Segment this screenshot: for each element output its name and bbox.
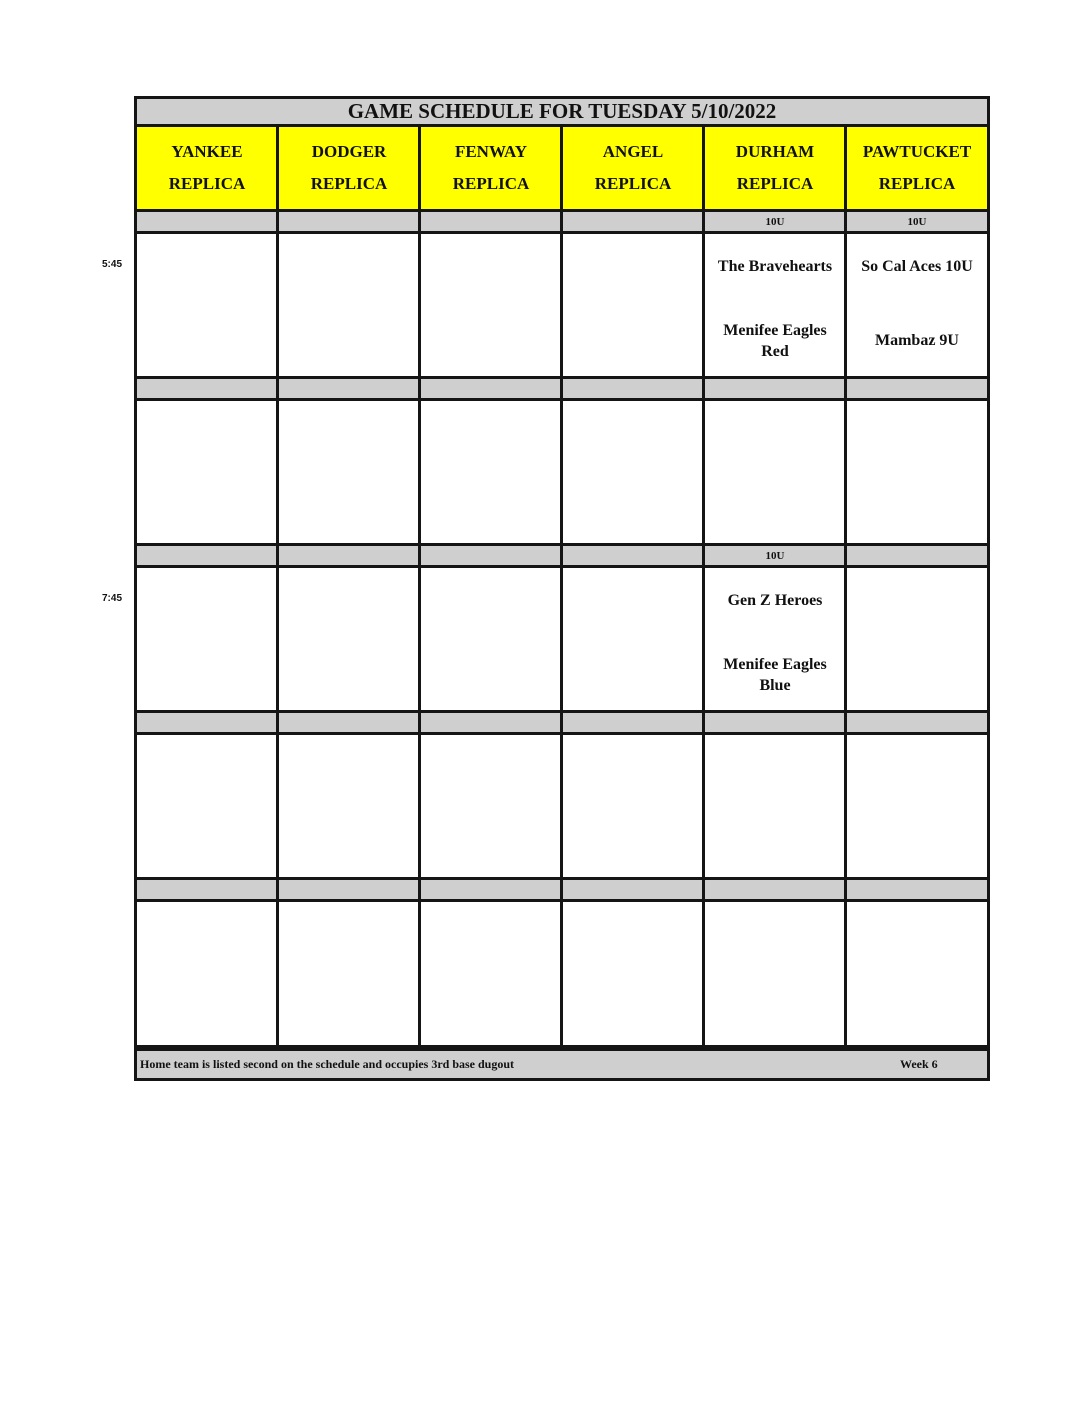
week-label: Week 6 [900, 1057, 938, 1071]
game-cell [702, 732, 848, 881]
field-name: ANGEL [602, 142, 664, 161]
time-label: 5:45 [102, 259, 123, 270]
home-team: Menifee Eagles Red [723, 322, 827, 360]
field-sub: REPLICA [878, 174, 956, 193]
schedule-title: GAME SCHEDULE FOR TUESDAY 5/10/2022 [134, 96, 990, 127]
game-cell [134, 899, 280, 1048]
game-cell [276, 565, 422, 714]
game-cell [418, 565, 564, 714]
field-sub: REPLICA [452, 174, 530, 193]
field-sub: REPLICA [594, 174, 672, 193]
game-cell [702, 565, 848, 714]
game-cell [844, 565, 990, 714]
schedule-sheet [134, 96, 990, 1081]
division-cell: 10U [702, 543, 848, 568]
game-cell [560, 398, 706, 547]
game-cell [702, 398, 848, 547]
field-header-dodger [276, 124, 422, 212]
field-name: YANKEE [171, 142, 243, 161]
game-cell [560, 565, 706, 714]
away-team: The Bravehearts [717, 258, 833, 275]
field-sub: REPLICA [168, 174, 246, 193]
field-name: FENWAY [454, 142, 528, 161]
time-label: 7:45 [102, 593, 123, 604]
game-cell [134, 565, 280, 714]
game-cell [418, 899, 564, 1048]
field-name: DURHAM [735, 142, 815, 161]
field-header-fenway [418, 124, 564, 212]
game-cell [560, 231, 706, 380]
home-team: Mambaz 9U [875, 332, 959, 349]
field-header-pawtucket [844, 124, 990, 212]
game-cell [134, 231, 280, 380]
game-cell [134, 398, 280, 547]
game-cell [276, 231, 422, 380]
game-cell [702, 899, 848, 1048]
field-header-angel [560, 124, 706, 212]
game-cell [418, 231, 564, 380]
schedule-footer [134, 1048, 990, 1081]
field-sub: REPLICA [736, 174, 814, 193]
game-cell [560, 899, 706, 1048]
game-cell [702, 231, 848, 380]
game-cell [276, 398, 422, 547]
field-name: PAWTUCKET [862, 142, 972, 161]
game-cell [844, 398, 990, 547]
field-header-durham [702, 124, 848, 212]
game-cell [134, 732, 280, 881]
field-header-yankee [134, 124, 280, 212]
field-sub: REPLICA [310, 174, 388, 193]
division-cell: 10U [702, 209, 848, 234]
division-cell: 10U [844, 209, 990, 234]
away-team: Gen Z Heroes [727, 592, 823, 609]
game-cell [844, 231, 990, 380]
away-team: So Cal Aces 10U [861, 258, 973, 275]
game-cell [276, 732, 422, 881]
home-team: Menifee Eagles Blue [723, 656, 827, 694]
game-cell [418, 732, 564, 881]
game-cell [844, 732, 990, 881]
game-cell [844, 899, 990, 1048]
game-cell [418, 398, 564, 547]
field-name: DODGER [311, 142, 387, 161]
game-cell [560, 732, 706, 881]
game-cell [276, 899, 422, 1048]
home-team-note: Home team is listed second on the schedule and occupies 3rd base dugout [140, 1057, 515, 1071]
